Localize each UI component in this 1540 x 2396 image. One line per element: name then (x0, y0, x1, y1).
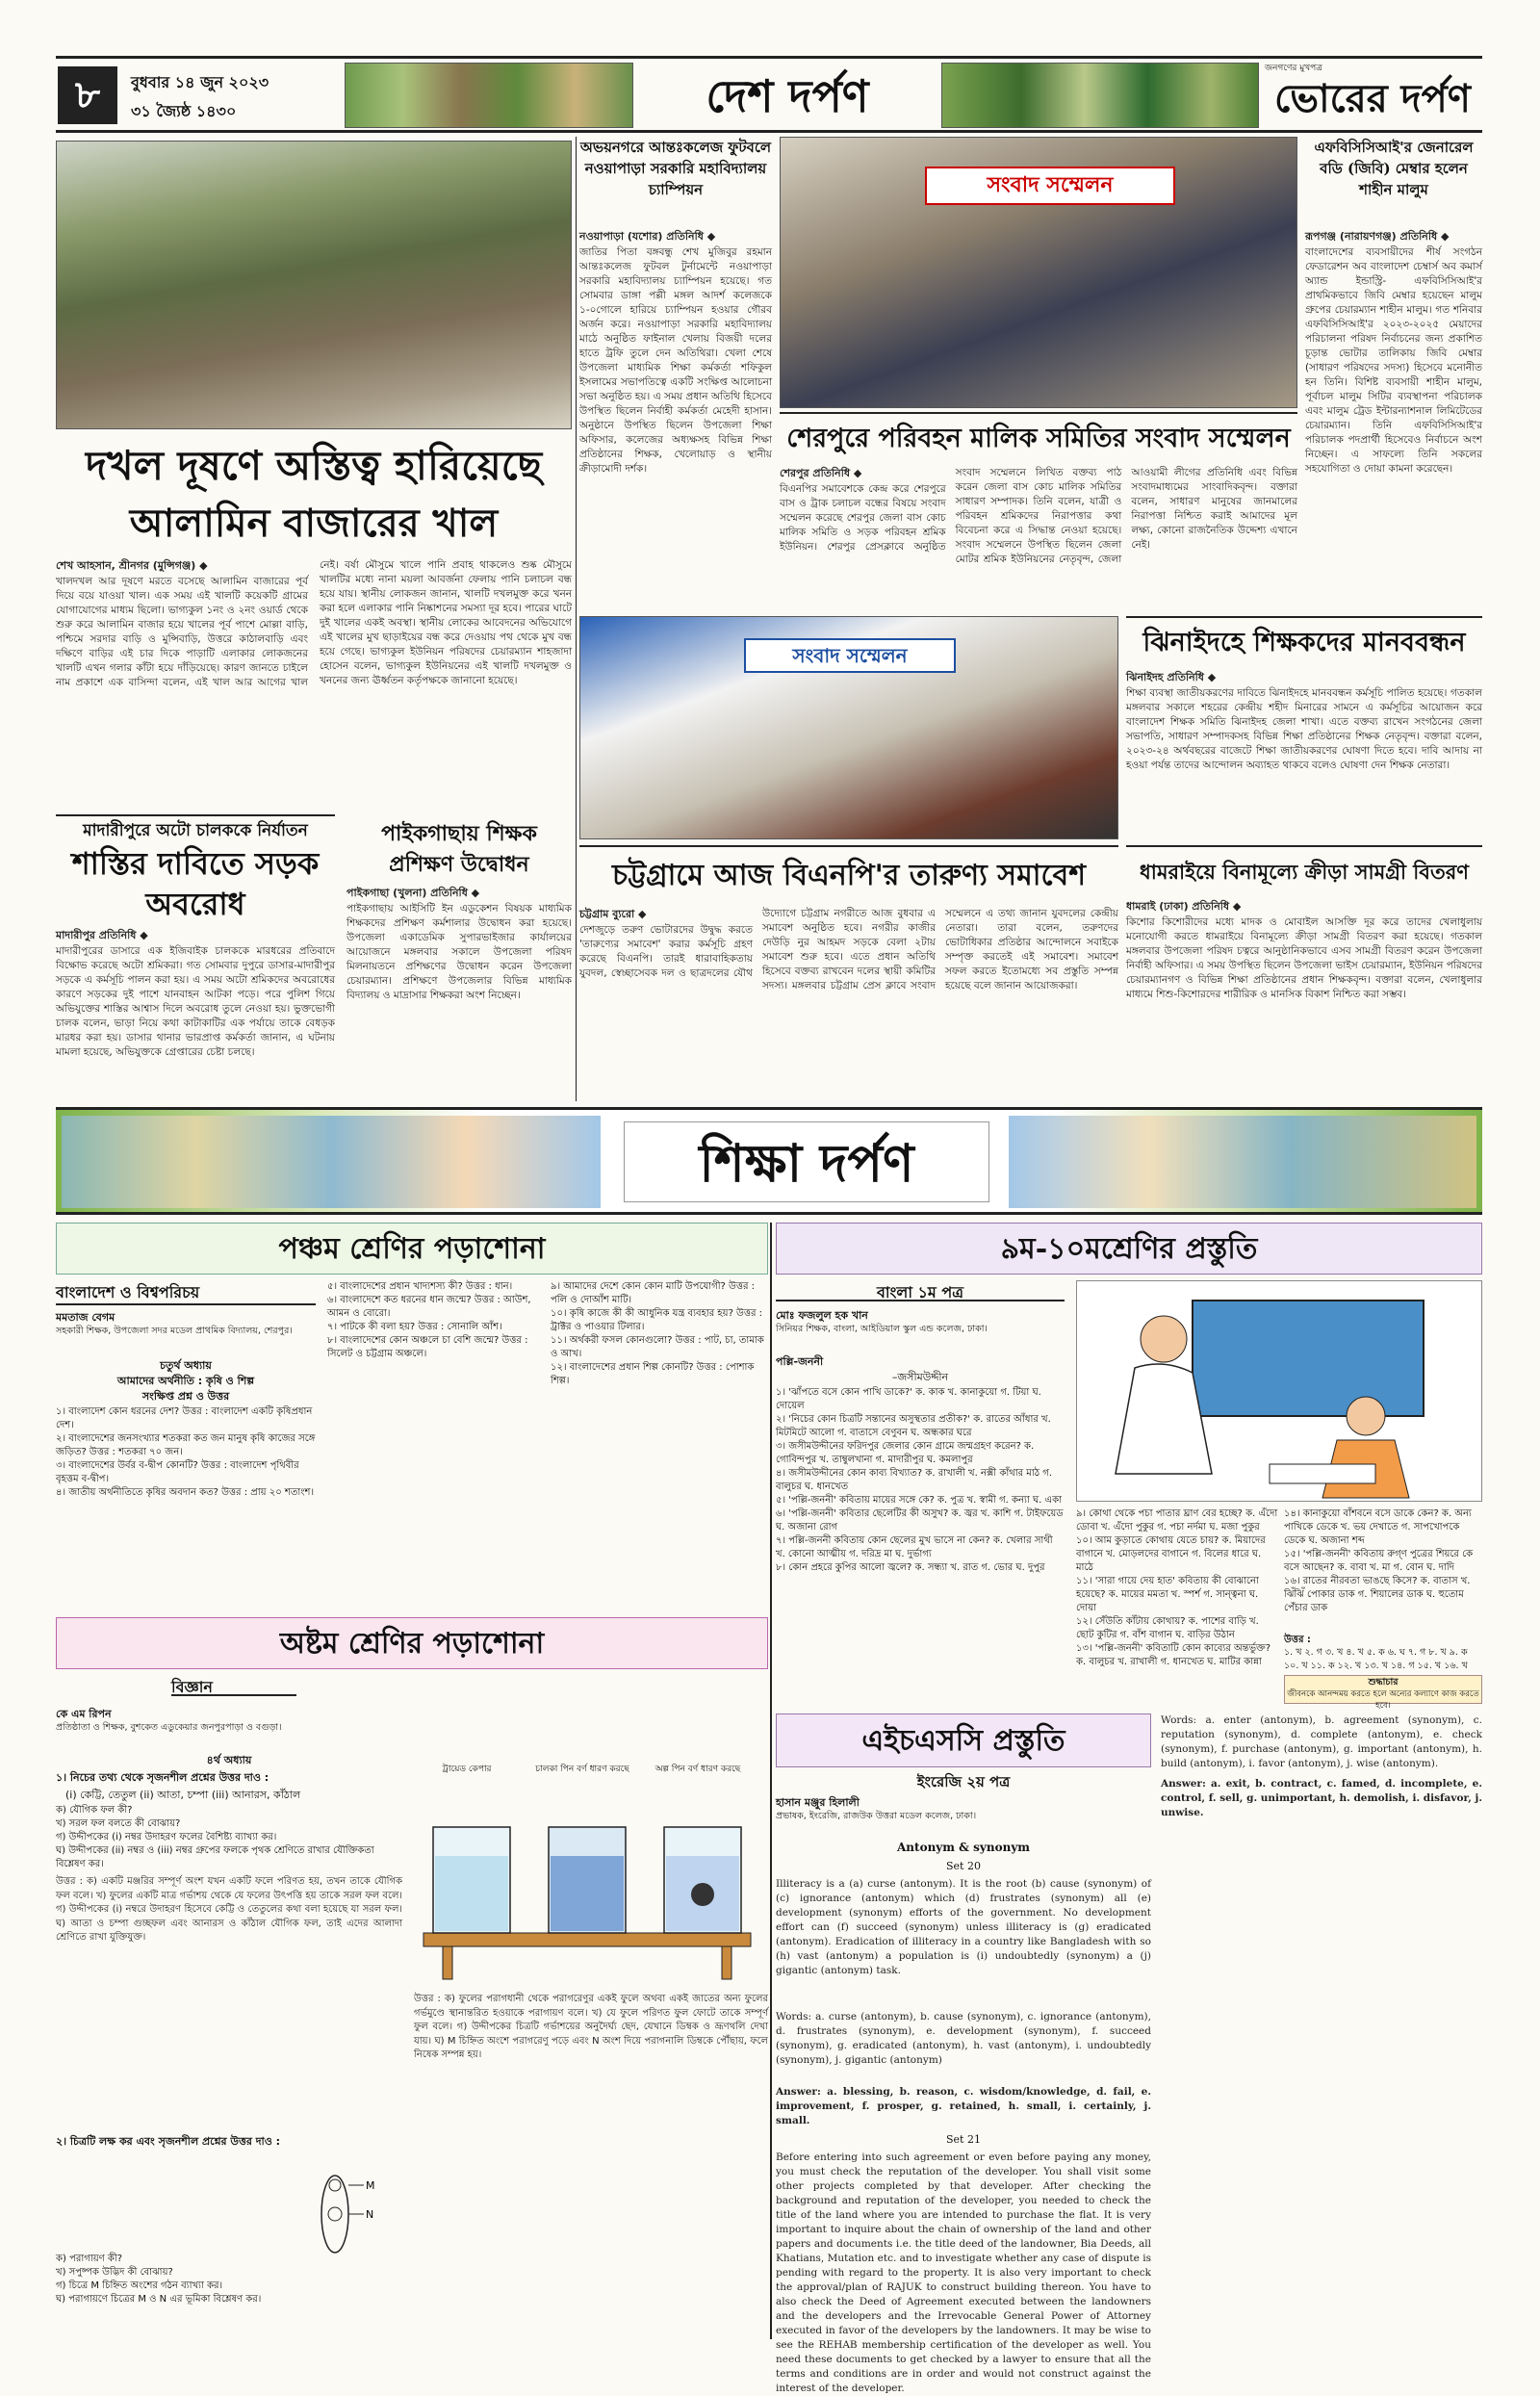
fbcci-body: বাংলাদেশের ব্যবসায়ীদের শীর্ষ সংগঠন ফেডারেশন অব বাংলাদেশ চেম্বার্স অব কমার্স অ্যান্ড ইন্ডাস্ট্রি- এফবিসিসিআই'র প্রাথমিকভাবে জিবি মেম্বার হয়েছেন মালুম গ্রুপের চেয়ারম্যান শাহীন মালুম। গত শনিবার এফবিসিসিআই'র ২০২৩-২০২৫ মেয়াদের পরিচালনা পরিষদ নির্বাচনের জন্য প্রকাশিত চূড়ান্ত ভোটার তালিকায় জিবি মেম্বার (সাধারণ পরিষদের সদস্য) হিসেবে মনোনীত হন তিনি। বিশিষ্ট ব্যবসায়ী শাহীন মালুম, পূর্বাচল মালুম সিটির ব্যবস্থাপনা পরিচালক এবং মালুম ট্রেড ইন্টারন্যাশনাল লিমিটেডের চেয়ারম্যান। তিনি এফবিসিসিআই'র পরিচালক পদপ্রার্থী হিসেবেও নির্বাচনে অংশ নিচ্ছেন। এ সাফল্যে তিনি সকলের সহযোগিতা ও দোয়া কামনা করেছেন। (1305, 246, 1482, 475)
divider-madaripur (56, 814, 335, 816)
dhamrai-body: কিশোর কিশোরীদের মধ্যে মাদক ও মোবাইল আসক্তি দূর করে তাদের খেলাধুলায় মনোযোগী করতে ধামরাইয়ে বিনামূল্যে ক্রীড়া সামগ্রী বিতরণ করা হয়েছে। গতকাল মঙ্গলবার উপজেলা পরিষদ চত্বরে আনুষ্ঠানিকভাবে এসব সামগ্রী বিতরণ করেন উপজেলা নির্বাহী অফিসার। এ সময় উপস্থিত ছিলেন উপজেলা ভাইস চেয়ারম্যান, ইউনিয়ন পরিষদের চেয়ারম্যানগণ ও বিভিন্ন শিক্ষা প্রতিষ্ঠানের প্রধান শিক্ষকবৃন্দ। বক্তারা বলেন, খেলাধুলার মাধ্যমে শিশু-কিশোরদের শারীরিক ও মানসিক বিকাশ নিশ্চিত করা সম্ভব। (1126, 916, 1482, 1000)
dhamrai-article (1126, 899, 1482, 1101)
madaripur-body: মাদারীপুরের ডাসারে এক ইজিবাইক চালককে মারধরের প্রতিবাদে বিক্ষোভ করেছে অটো শ্রমিকরা। গত সোমবার দুপুরে ডাসার-মাদারীপুর সড়কে এ কর্মসূচি পালন করা হয়। এ সময় অটো শ্রমিকদের অবরোধের কারণে সড়কের দুই পাশে যানবাহন আটকা পড়ে। পরে পুলিশ গিয়ে অভিযুক্তের শাস্তির আশ্বাস দিলে অবরোধ তুলে নেওয়া হয়। ভুক্তভোগী চালক বলেন, ভাড়া নিয়ে কথা কাটাকাটির এক পর্যায়ে তাকে বেধড়ক মারধর করা হয়। ডাসার থানার ভারপ্রাপ্ত কর্মকর্তা জানান, এ ঘটনায় মামলা হয়েছে, অভিযুক্তকে গ্রেপ্তারের চেষ্টা চলছে। (56, 945, 335, 1058)
chattogram-body: দেশজুড়ে তরুণ ভোটারদের উদ্বুদ্ধ করতে 'তারুণ্যের সমাবেশ' করার কর্মসূচি গ্রহণ করেছে বিএনপি। তারই ধারাবাহিকতায় যুবদল, স্বেচ্ছাসেবক দল ও ছাত্রদলের যৌথ উদ্যোগে চট্টগ্রাম নগরীতে আজ বুধবার এ সমাবেশ অনুষ্ঠিত হবে। নগরীর কাজীর দেউড়ি নুর আহমদ সড়কে বেলা ২টায় সমাবেশ শুরু হবে। এতে প্রধান অতিথি হিসেবে বক্তব্য রাখবেন দলের স্থায়ী কমিটির সদস্য। মঙ্গলবার চট্টগ্রাম প্রেস ক্লাবে সংবাদ সম্মেলনে এ তথ্য জানান যুবদলের কেন্দ্রীয় নেতারা। তারা বলেন, তরুণদের ভোটাধিকার প্রতিষ্ঠার আন্দোলনে সবাইকে সম্পৃক্ত করতেই এই সমাবেশ। সমাবেশ সফল করতে ইতোমধ্যে সব প্রস্তুতি সম্পন্ন হয়েছে বলে জানান আয়োজকরা। (579, 908, 1118, 992)
press-banner: সংবাদ সম্মেলন (925, 167, 1175, 205)
svg-text:M: M (366, 2179, 375, 2192)
football-article (579, 229, 772, 610)
beaker-experiment-figure (414, 1762, 760, 1983)
education-banner (56, 1107, 1482, 1215)
khal-article (56, 558, 572, 811)
class5-qa-item: ৪। জাতীয় অর্থনীতিতে কৃষির অবদান কত? উত্তর : প্রায় ২০ শতাংশ। (56, 1487, 315, 1498)
mcq-item: ৩। জসীমউদ্দীনের ফরিদপুর জেলার কোন গ্রামে জন্মগ্রহণ করেন? ক. গোবিন্দপুর খ. তাম্বুলখানা গ. মাদারীপুর ঘ. কমলাপুর (776, 1441, 1035, 1465)
class8-q2-answer: উত্তর : ক) ফুলের পরাগধানী থেকে পরাগরেণুর একই ফুলে অথবা একই জাতের অন্য ফুলের গর্ভমুণ্ডে স্থানান্তরিত হওয়াকে পরাগায়ণ বলে। খ) যে ফুলে পরিণত ফুল ফোটে তাকে সম্পূর্ণ ফুল বলে। গ) উদ্দীপকের চিত্রটি গর্ভাশয়ের অনুদৈর্ঘ্য ছেদ, যেখানে ডিম্বক ও ভ্রূণথলি দেখা যায়। ঘ) M চিহ্নিত অংশে পরাগরেণু পড়ে এবং N অংশ দিয়ে পরাগনালি ডিম্বকে পৌঁছায়, ফলে নিষেক সম্পন্ন হয়। (414, 1994, 768, 2060)
canal-photo (56, 141, 572, 429)
mcq-item: ১০। আম কুড়াতে কোথায় যেতে চায়? ক. মিয়াদের বাগানে খ. মোড়লদের বাগানে গ. বিলের ধারে ঘ. মাঠে (1076, 1535, 1266, 1573)
chattogram-article (579, 907, 1118, 1101)
class910-title: ৯ম-১০মশ্রেণির প্রস্তুতি (776, 1223, 1482, 1275)
hsc-topic: Antonym & synonym (896, 1841, 1031, 1854)
hsc-set21: Set 21 (946, 2133, 981, 2146)
flower-diagram-svg (296, 2156, 383, 2272)
class5-block (56, 1280, 768, 1608)
madaripur-headline: শাস্তির দাবিতে সড়ক অবরোধ (71, 845, 320, 922)
hsc-author-role: প্রভাষক, ইংরেজি, রাজউক উত্তরা মডেল কলেজ, ঢাকা। (776, 1811, 977, 1821)
class5-qa-col3 (551, 1280, 768, 1606)
class5-qa-col2 (327, 1280, 539, 1606)
madaripur-article (56, 928, 335, 1101)
class910-block (776, 1280, 1482, 1711)
dhamrai-byline: ধামরাই (ঢাকা) প্রতিনিধি ◆ (1126, 900, 1242, 913)
answers-title: উত্তর : (1284, 1635, 1311, 1645)
class8-subject: বিজ্ঞান (171, 1675, 296, 1696)
class5-qa-item: ৩। বাংলাদেশের উর্বর ব-দ্বীপ কোনটি? উত্তর : বাংলাদেশ পৃথিবীর বৃহত্তম ব-দ্বীপ। (56, 1460, 299, 1484)
class910-author: মোঃ ফজলুল হক খান (776, 1309, 868, 1322)
class5-qa-item: ১০। কৃষি কাজে কী কী আধুনিক যন্ত্র ব্যবহার হয়? উত্তর : ট্রাক্টর ও পাওয়ার টিলার। (551, 1308, 763, 1332)
class8-q1-part: ঘ) উদ্দীপকের (ii) নম্বর ও (iii) নম্বর গ্রুপের ফলকে পৃথক শ্রেণিতে রাখার যৌক্তিকতা বিশ্লেষণ কর। (56, 1845, 374, 1869)
jhenaidah-body: শিক্ষা ব্যবস্থা জাতীয়করণের দাবিতে ঝিনাইদহে মানববন্ধন কর্মসূচি পালিত হয়েছে। গতকাল মঙ্গলবার সকালে শহরের কেন্দ্রীয় শহীদ মিনারের সামনে এ কর্মসূচির আয়োজন করে বাংলাদেশ শিক্ষক সমিতি ঝিনাইদহ জেলা শাখা। এতে বক্তব্য রাখেন সংগঠনের জেলা সভাপতি, সাধারণ সম্পাদকসহ বিভিন্ন শিক্ষা প্রতিষ্ঠানের শিক্ষক নেতৃবৃন্দ। বক্তারা বলেন, ২০২৩-২৪ অর্থবছরের বাজেটে শিক্ষা জাতীয়করণের ঘোষণা দিতে হবে। দাবি আদায় না হওয়া পর্যন্ত তাদের আন্দোলন অব্যাহত থাকবে বলেও ঘোষণা দেন শিক্ষক নেতারা। (1126, 687, 1482, 771)
class5-subject: বাংলাদেশ ও বিশ্বপরিচয় (56, 1280, 316, 1305)
date-line-2: ৩১ জ্যৈষ্ঠ ১৪৩০ (131, 102, 237, 120)
mcq-item: ২। 'নিচের কোন চিত্রটি সন্তানের অসুস্থতার প্রতীক?' ক. রাতের আঁধার খ. মিটমিটে আলো গ. বাতাসে বেণুবন ঘ. অন্ধকার ঘরে (776, 1414, 1051, 1438)
mcq-item: ১২। সেঁউতি কাঁটায় কোথায়? ক. পাশের বাড়ি খ. ছোট কুটির গ. বাঁশ বাগান ঘ. বাড়ির উঠান (1076, 1616, 1259, 1640)
class5-chapter: চতুর্থ অধ্যায় (160, 1359, 212, 1372)
hsc-set20-words: Words: a. curse (antonym), b. cause (synonym), c. ignorance (antonym), d. frustrates (synonym), e. development (synonym), f. succeed (synonym), g. eradicated (antonym), h. vast (antonym), i. undoubtedly (synonym), j. gigantic (antonym) (776, 2011, 1151, 2066)
fbcci-headline: এফবিসিসিআই'র জেনারেল বডি (জিবি) মেম্বার হলেন শাহীন মালুম (1314, 139, 1474, 198)
masthead (56, 56, 1482, 133)
chattogram-byline: চট্টগ্রাম ব্যুরো ◆ (579, 908, 647, 920)
education-banner-title: শিক্ষা দর্পণ (624, 1121, 989, 1202)
tagline: জনগণের মুখপত্র (1265, 64, 1322, 73)
class8-block (56, 1675, 768, 2339)
class8-q2: ২। চিত্রটি লক্ষ কর এবং সৃজনশীল প্রশ্নের উত্তর দাও : (56, 2135, 281, 2148)
mcq-item: ১৪। কানাকুয়ো বাঁশবনে বসে ডাকে কেন? ক. অন্য পাখিকে ডেকে খ. ভয় দেখাতে গ. সাপখোপকে ডেকে ঘ. অজানা শব্দ (1284, 1508, 1472, 1546)
class8-q1-answer: উত্তর : ক) একটি মঞ্জরির সম্পূর্ণ অংশ যখন একটি ফলে পরিণত হয়, তখন তাকে যৌগিক ফল বলে। খ) ফুলের একটি মাত্র গর্ভাশয় থেকে যে ফলের উৎপত্তি হয় তাকে সরল ফল বলে। গ) উদ্দীপকের (i) নম্বরে উদাহরণ হিসেবে কেট্টি ও তেতুলের কথা বলা হয়েছে যা সরল ফল। ঘ) আতা ও চম্পা গুচ্ছফল এবং আনারস ও কাঁঠাল যৌগিক ফল, তাই এদের আলাদা শ্রেণিতে রাখা যুক্তিযুক্ত। (56, 1876, 402, 1943)
khal-headline-2: আলামিন বাজারের খাল (129, 501, 499, 546)
class8-q2-parts (56, 2253, 287, 2333)
class8-author-role: প্রতিষ্ঠাতা ও শিক্ষক, বুশকেত এডুকেয়ার জনপুরপাড়া ও বগুড়া। (56, 1722, 282, 1733)
class5-chapter-title: আমাদের অর্থনীতি : কৃষি ও শিল্প (116, 1375, 255, 1387)
class5-qa-item: ১। বাংলাদেশ কোন ধরনের দেশ? উত্তর : বাংলাদেশ একটি কৃষিপ্রধান দেশ। (56, 1406, 313, 1430)
class8-q2-part: ক) পরাগায়ণ কী? (56, 2254, 122, 2264)
class8-author: কে এম রিপন (56, 1708, 112, 1720)
mcq-item: ৫। 'পল্লি-জননী' কবিতায় মায়ের সঙ্গে কে? ক. পুত্র খ. স্বামী গ. কন্যা ঘ. একা (776, 1495, 1063, 1506)
class5-title: পঞ্চম শ্রেণির পড়াশোনা (56, 1223, 768, 1275)
beakers-svg (414, 1789, 760, 1981)
class5-qa-item: ৭। পাটকে কী বলা হয়? উত্তর : সোনালি আঁশ। (327, 1322, 502, 1332)
sherpur-byline: শেরপুর প্রতিনিধি ◆ (780, 467, 862, 479)
class910-lesson: পল্লি-জননী (776, 1355, 824, 1368)
masthead-photo-strip-left (345, 63, 633, 128)
khal-body: খালদখল আর দূষণে মরতে বসেছে আলামিন বাজারের পূর্ব দিয়ে বয়ে যাওয়া খাল। এক সময় এই খালটি কয়েকটি গ্রামের যোগাযোগের মাধ্যম ছিলো। ভাগ্যকুল ১নং ও ২নং ওয়ার্ড থেকে শুরু করে আলামিন বাজার হয়ে খালের পূর্ব পাশে মোল্লা বাড়ি, পশ্চিমে সরদার বাড়ি ও মুন্সিবাড়ি, উত্তরে কাঠালবাড়ি এবং দক্ষিণে বাড়ির এই চার দিকে পাড়াটি এলাকার লোকজনের খালটি এখন গলার কাঁটা হয়ে দাঁড়িয়েছে। কারণ জানতে চাইলে নাম প্রকাশে এক বাসিন্দা বলেন, এই খাল আর আগের খাল নেই। বর্ষা মৌসুমে খালে পানি প্রবাহ থাকলেও শুষ্ক মৌসুমে খালটির মধ্যে নানা ময়লা আবর্জনা ফেলায় পানি চলাচল বন্ধ হয়ে যায়। স্থানীয় লোকজন জানান, খালটি দখলমুক্ত করে খনন করা হলে এলাকার পানি নিষ্কাশনের সমস্যা দূর হবে। পারের ঘাটে দুই খালের একই অবস্থা। স্থানীয় লোকের আবেদনের অভিযোগে এই খালের মুখ ছাড়াইয়ের বন্ধ করে দেওয়ায় পথ থেকে মুখ বন্ধ হয়ে গেছে। ভাগ্যকুল ইউনিয়ন পরিষদের চেয়ারম্যান শাহজাদা হোসেন বলেন, ভাগ্যকুল ইউনিয়নের এই খালটি দখলমুক্ত ও খননের জন্য ঊর্ধ্বতন কর্তৃপক্ষকে জানানো হয়েছে। (56, 559, 572, 688)
class5-qa-item: ৯। আমাদের দেশে কোন কোন মাটি উপযোগী? উত্তর : পলি ও দোআঁশ মাটি। (551, 1281, 756, 1305)
jhenaidah-headline: ঝিনাইদহে শিক্ষকদের মানববন্ধন (1126, 616, 1482, 666)
hsc-set21-col2 (1161, 1713, 1482, 2339)
rally-press-photo (579, 616, 1118, 839)
jhenaidah-byline: ঝিনাইদহ প্রতিনিধি ◆ (1126, 671, 1217, 683)
mcq-item: ৮। কোন প্রহরে কুপির আলো জ্বলে? ক. সন্ধ্যা খ. রাত গ. ভোর ঘ. দুপুর (776, 1562, 1045, 1573)
class8-q1-stem: (i) কেট্টি, তেতুল (ii) আতা, চম্পা (iii) আনারস, কাঁঠাল (65, 1789, 301, 1801)
paikgachha-byline: পাইকগাছা (খুলনা) প্রতিনিধি ◆ (346, 887, 480, 899)
hsc-set20: Set 20 (946, 1860, 981, 1872)
class8-q1-part: গ) উদ্দীপকের (i) নম্বর উদাহরণ ফলের বৈশিষ্ট্য ব্যাখ্যা কর। (56, 1832, 277, 1842)
mcq-item: ৪। জসীমউদ্দীনের কোন কাব্য বিখ্যাত? ক. রাখালী খ. নক্সী কাঁথার মাঠ গ. বালুচর ঘ. ধানখেত (776, 1468, 1052, 1492)
class8-q1-part: খ) সরল ফল বলতে কী বোঝায়? (56, 1818, 181, 1829)
class8-q2-part: ঘ) পরাগায়ণে চিত্রের M ও N এর ভূমিকা বিশ্লেষণ কর। (56, 2294, 262, 2305)
mcq-item: ৯। কোথা থেকে পচা পাতার ঘ্রাণ বের হচ্ছে? ক. এঁদো ডোবা খ. এঁদো পুকুর গ. পচা নর্দমা ঘ. মজা পুকুর (1076, 1508, 1278, 1533)
hsc-author: হাসান মঞ্জুর হিলালী (776, 1796, 860, 1809)
masthead-photo-strip-right (941, 63, 1259, 128)
paikgachha-article (346, 886, 572, 1101)
students-illustration-right (1009, 1116, 1476, 1208)
class8-q1-part: ক) যৌগিক ফল কী? (56, 1805, 133, 1816)
mcq-item: ১১। 'সারা গায়ে দেয় হাত' কবিতায় কী বোঝানো হয়েছে? ক. মায়ের মমতা খ. স্পর্শ গ. সান্ত্বনা ঘ. দোয়া (1076, 1576, 1259, 1613)
class8-q2-part: খ) সপুষ্পক উদ্ভিদ কী বোঝায়? (56, 2267, 173, 2278)
class910-subject: বাংলা ১ম পত্র (776, 1280, 1065, 1301)
column-rule (576, 137, 577, 1101)
class5-qa-item: ১২। বাংলাদেশের প্রধান শিল্প কোনটি? উত্তর : পোশাক শিল্প। (551, 1362, 755, 1386)
hsc-title: এইচএসসি প্রস্তুতি (776, 1713, 1151, 1767)
class8-q2-part: গ) চিত্রে M চিহ্নিত অংশের গঠন ব্যাখ্যা কর। (56, 2280, 223, 2291)
flower-section-diagram (296, 2156, 383, 2272)
class5-qa-item: ৮। বাংলাদেশের কোন অঞ্চলে চা বেশি জন্মে? উত্তর : সিলেট ও চট্টগ্রাম অঞ্চলে। (327, 1335, 528, 1359)
column-rule (770, 1223, 772, 2339)
class5-qtype: সংক্ষিপ্ত প্রশ্ন ও উত্তর (141, 1390, 230, 1403)
class8-title: অষ্টম শ্রেণির পড়াশোনা (56, 1617, 768, 1669)
mcq-item: ৬। 'পল্লি-জননী' কবিতার ছেলেটির কী অসুখ? ক. জ্বর খ. কাশি গ. টাইফয়েড ঘ. অজানা রোগ (776, 1508, 1064, 1533)
shuddhachar-title: শুদ্ধাচার (1368, 1677, 1399, 1688)
hsc-set21-words: Words: a. enter (antonym), b. agreement (synonym), c. reputation (synonym), d. complete (antonym), e. check (synonym), f. purchase (antonym), g. important (antonym), h. build (antonym), i. favor (antonym), j. wise (antonym). (1161, 1714, 1482, 1769)
shuddhachar-text: জীবনকে আনন্দময় করতে হলে অন্যের কল্যাণে কাজ করতে হবে। (1287, 1689, 1479, 1711)
class5-qa-item: ৬। বাংলাদেশে কত ধরনের ধান জন্মে? উত্তর : আউশ, আমন ও বোরো। (327, 1295, 531, 1319)
class910-mcq-col1 (776, 1386, 1065, 1704)
football-byline: নওয়াপাড়া (যশোর) প্রতিনিধি ◆ (579, 230, 716, 243)
students-illustration-left (62, 1116, 601, 1208)
khal-byline: শেখ আহসান, শ্রীনগর (মুন্সিগঞ্জ) ◆ (56, 559, 208, 572)
mcq-item: ১। 'ঝাঁপতে বসে কোন পাখি ডাকে?' ক. কাক খ. কানাকুয়ো গ. টিয়া ঘ. দোয়েল (776, 1387, 1041, 1411)
mcq-item: ৭। পল্লি-জননী কবিতায় কোন ছেলের মুখ ভাসে না কেন? ক. খেলার সাথী খ. কোনো আত্মীয় গ. দরিদ্র মা ঘ. দুর্ভাগ্য (776, 1535, 1053, 1559)
paikgachha-body: পাইকগাছায় আইসিটি ইন এডুকেশন বিষয়ক মাধ্যমিক শিক্ষকদের প্রশিক্ষণ কর্মশালার উদ্বোধন করা হয়েছে। উপজেলা একাডেমিক সুপারভাইজার কার্যালয়ের আয়োজনে মঙ্গলবার সকালে উপজেলা পরিষদ মিলনায়তনে প্রশিক্ষণের উদ্বোধন করেন উপজেলা চেয়ারম্যান। প্রশিক্ষণে উপজেলার বিভিন্ন মাধ্যমিক বিদ্যালয় ও মাদ্রাসার শিক্ষকরা অংশ নিচ্ছেন। (346, 903, 572, 1001)
beaker-label: চালকা পিন বর্ণ ধারণ করছে (535, 1765, 629, 1774)
press-conference-photo (780, 137, 1297, 408)
page-number: ৮ (58, 66, 117, 124)
class5-qa-item: ৫। বাংলাদেশের প্রধান খাদ্যশস্য কী? উত্তর : ধান। (327, 1281, 513, 1292)
sherpur-body: বিএনপির সমাবেশকে কেন্দ্র করে শেরপুরে বাস ও ট্রাক চলাচল বন্ধের বিষয়ে সংবাদ সম্মেলন করেছে শেরপুর জেলা বাস কোচ মালিক সমিতি ও সড়ক পরিবহন শ্রমিক ইউনিয়ন। শেরপুর প্রেসক্লাবে অনুষ্ঠিত সংবাদ সম্মেলনে লিখিত বক্তব্য পাঠ করেন জেলা বাস কোচ মালিক সমিতির সাধারণ সম্পাদক। তিনি বলেন, যাত্রী ও পরিবহন শ্রমিকদের নিরাপত্তার কথা বিবেচনা করে এ সিদ্ধান্ত নেওয়া হয়েছে। সংবাদ সম্মেলনে উপস্থিত ছিলেন জেলা মোটর শ্রমিক ইউনিয়নের নেতৃবৃন্দ, জেলা আওয়ামী লীগের প্রতিনিধি এবং বিভিন্ন সংবাদমাধ্যমের সাংবাদিকবৃন্দ। বক্তারা বলেন, সাধারণ মানুষের জানমালের নিরাপত্তা নিশ্চিত করাই আমাদের মূল লক্ষ্য, কোনো রাজনৈতিক উদ্দেশ্য এখানে নেই। (780, 467, 1297, 565)
hsc-set20-answer: Answer: a. blessing, b. reason, c. wisdom/knowledge, d. fail, e. improvement, f. prosper, g. retained, h. small, i. certainly, j. small. (776, 2086, 1151, 2126)
rally-banner: সংবাদ সম্মেলন (744, 638, 956, 673)
madaripur-kicker: মাদারীপুরে অটো চালককে নির্যাতন (83, 821, 308, 840)
hsc-set20-text: Illiteracy is a (a) curse (antonym). It is the root (b) cause (synonym) of (c) ignorance (antonym) which (d) frustrates (synonym) all (e) development (synonym) efforts of the government. No development effort can (f) succeed (synonym) unless illiteracy is (g) eradicated (antonym). Eradication of illiteracy in a country like Bangladesh with so (h) vast (antonym) a population is (i) undoubtedly (synonym) a (j) gigantic (antonym) task. (776, 1878, 1151, 1976)
class5-author-role: সহকারী শিক্ষক, উপজেলা সদর মডেল প্রাথমিক বিদ্যালয়, শেরপুর। (56, 1326, 293, 1336)
class8-chapter: ৪র্থ অধ্যায় (206, 1754, 252, 1766)
paikgachha-headline: পাইকগাছায় শিক্ষক প্রশিক্ষণ উদ্বোধন (381, 821, 537, 877)
class8-q1-parts (56, 1804, 402, 1871)
fbcci-byline: রূপগঞ্জ (নারায়ণগঞ্জ) প্রতিনিধি ◆ (1305, 230, 1450, 243)
sherpur-article (780, 466, 1297, 610)
jhenaidah-article (1126, 670, 1482, 839)
football-body: জাতির পিতা বঙ্গবন্ধু শেখ মুজিবুর রহমান আন্তঃকলেজ ফুটবল টুর্নামেন্টে নওয়াপাড়া সরকারি মহাবিদ্যালয় চ্যাম্পিয়ন হয়েছে। গত সোমবার ডাঙ্গা পল্লী মঙ্গল আদর্শ কলেজকে ১-০গোলে হারিয়ে চ্যাম্পিয়ন হওয়ার গৌরব অর্জন করে। নওয়াপাড়া সরকারি মহাবিদ্যালয় মাঠে অনুষ্ঠিত ফাইনাল খেলায় বিজয়ী দলের হাতে ট্রফি তুলে দেন অতিথিরা। খেলা শেষে উপজেলা মাধ্যমিক শিক্ষা কর্মকর্তা শফিকুল ইসলামের সভাপতিত্বে একটি সংক্ষিপ্ত আলোচনা সভা অনুষ্ঠিত হয়। এ সময় প্রধান অতিথি হিসেবে উপস্থিত ছিলেন নির্বাহী কর্মকর্তা মেহেদী হাসান। অনুষ্ঠানে উপস্থিত ছিলেন উপজেলা শিক্ষা অফিসার, কলেজের অধ্যক্ষসহ বিভিন্ন শিক্ষা প্রতিষ্ঠানের শিক্ষক, খেলোয়াড় ও স্থানীয় ক্রীড়ামোদী দর্শক। (579, 246, 772, 475)
class5-qa-item: ১১। অর্থকরী ফসল কোনগুলো? উত্তর : পাট, চা, তামাক ও আখ। (551, 1335, 764, 1359)
fbcci-article (1305, 229, 1482, 610)
illustration-svg (1077, 1281, 1481, 1501)
class5-qa-col1 (56, 1405, 316, 1606)
answers-key: ১. খ ২. গ ৩. খ ৪. খ ৫. ক ৬. ঘ ৭. গ ৮. খ ৯. ক ১০. খ ১১. ক ১২. খ ১৩. খ ১৪. গ ১৫. খ ১৬. খ (1284, 1647, 1468, 1671)
mcq-item: ১৫। 'পল্লি-জননী' কবিতায় রুগ্ণ পুত্রের শিয়রে কে বসে আছেন? ক. বাবা খ. মা গ. বোন ঘ. দাদি (1284, 1549, 1474, 1573)
chattogram-headline: চট্টগ্রামে আজ বিএনপি'র তারুণ্য সমাবেশ (579, 845, 1118, 903)
dhamrai-headline: ধামরাইয়ে বিনামূল্যে ক্রীড়া সামগ্রী বিতরণ (1126, 845, 1482, 895)
class910-lesson-sub: –জসীমউদ্দীন (891, 1371, 949, 1383)
students-reading-illustration (1076, 1280, 1482, 1502)
section-title: দেশ দর্পণ (706, 70, 869, 122)
class5-author: মমতাজ বেগম (56, 1311, 116, 1324)
shuddhachar-box (1284, 1675, 1482, 1711)
hsc-subject: ইংরেজি ২য় পত্র (916, 1773, 1011, 1791)
hsc-set21-answer: Answer: a. exit, b. contract, c. famed, d. incomplete, e. control, f. sell, g. unimportant, h. demolish, i. disfavor, j. unwise. (1161, 1778, 1482, 1818)
date-line-1: বুধবার ১৪ জুন ২০২৩ (131, 73, 270, 91)
class910-mcq-col3 (1284, 1507, 1482, 1633)
football-headline: অভয়নগরে আন্তঃকলেজ ফুটবলে নওয়াপাড়া সরকারি মহাবিদ্যালয় চ্যাম্পিয়ন (579, 139, 772, 198)
madaripur-byline: মাদারীপুর প্রতিনিধি ◆ (56, 929, 148, 941)
svg-text:N: N (366, 2208, 374, 2221)
mcq-item: ১৬। রাতের নীরবতা ভাঙছে কিসে? ক. বাতাস খ. ঝিঁঝিঁ পোকার ডাক গ. শিয়ালের ডাক ঘ. হুতোম পেঁচার ডাক (1284, 1576, 1471, 1613)
class910-author-role: সিনিয়র শিক্ষক, বাংলা, আইডিয়াল স্কুল এন্ড কলেজ, ঢাকা। (776, 1324, 988, 1334)
mcq-item: ১৩। 'পল্লি-জননী' কবিতাটি কোন কাব্যের অন্তর্ভুক্ত? ক. বালুচর খ. রাখালী গ. ধানখেত ঘ. মাটির কান্না (1076, 1643, 1271, 1667)
hsc-set21-text: Before entering into such agreement or even before paying any money, you must check the reputation of the developer. You shall visit some other projects completed by that developer. After checking the background and reputation of the developer, you needed to check the title of the land where you are intended to purchase the flat. It is very important to inquire about the chain of ownership of the land and other papers and documents i.e. the title deed of the landowner, Bia Deeds, all Khatians, Mutation etc. and to investigate whether any case of dispute is pending with regard to the property. It is also very important to check the approval/plan of RAJUK to construct building thereon. You have to also check the Deed of Agreement executed between the landowners and the developers and the Irrevocable General Power of Attorney executed in favor of the developers by the landowners. It may be wise to see the REHAB membership certification of the developer as well. You need these documents to get checked by a lawyer to ensure that all the terms and conditions are in order and would not construct against the interest of the developer. (776, 2151, 1151, 2394)
class5-qa-item: ২। বাংলাদেশের জনসংখ্যার শতকরা কত জন মানুষ কৃষি কাজের সঙ্গে জড়িত? উত্তর : শতকরা ৭০ জন। (56, 1433, 316, 1457)
paper-name-logo: ভোরের দর্পণ (1274, 76, 1471, 121)
beaker-label: ট্রায়েড কেপার (442, 1765, 492, 1774)
class8-q1: ১। নিচের তথ্য থেকে সৃজনশীল প্রশ্নের উত্তর দাও : (56, 1771, 270, 1784)
beaker-label: অল্প পিন বর্ণ ধারণ করছে (654, 1765, 741, 1774)
sherpur-headline: শেরপুরে পরিবহন মালিক সমিতির সংবাদ সম্মেলন (780, 412, 1297, 462)
class910-mcq-col2 (1076, 1507, 1278, 1704)
khal-headline-1: দখল দূষণে অস্তিত্ব হারিয়েছে (85, 442, 543, 489)
hsc-set21-text-start (776, 2151, 1151, 2394)
